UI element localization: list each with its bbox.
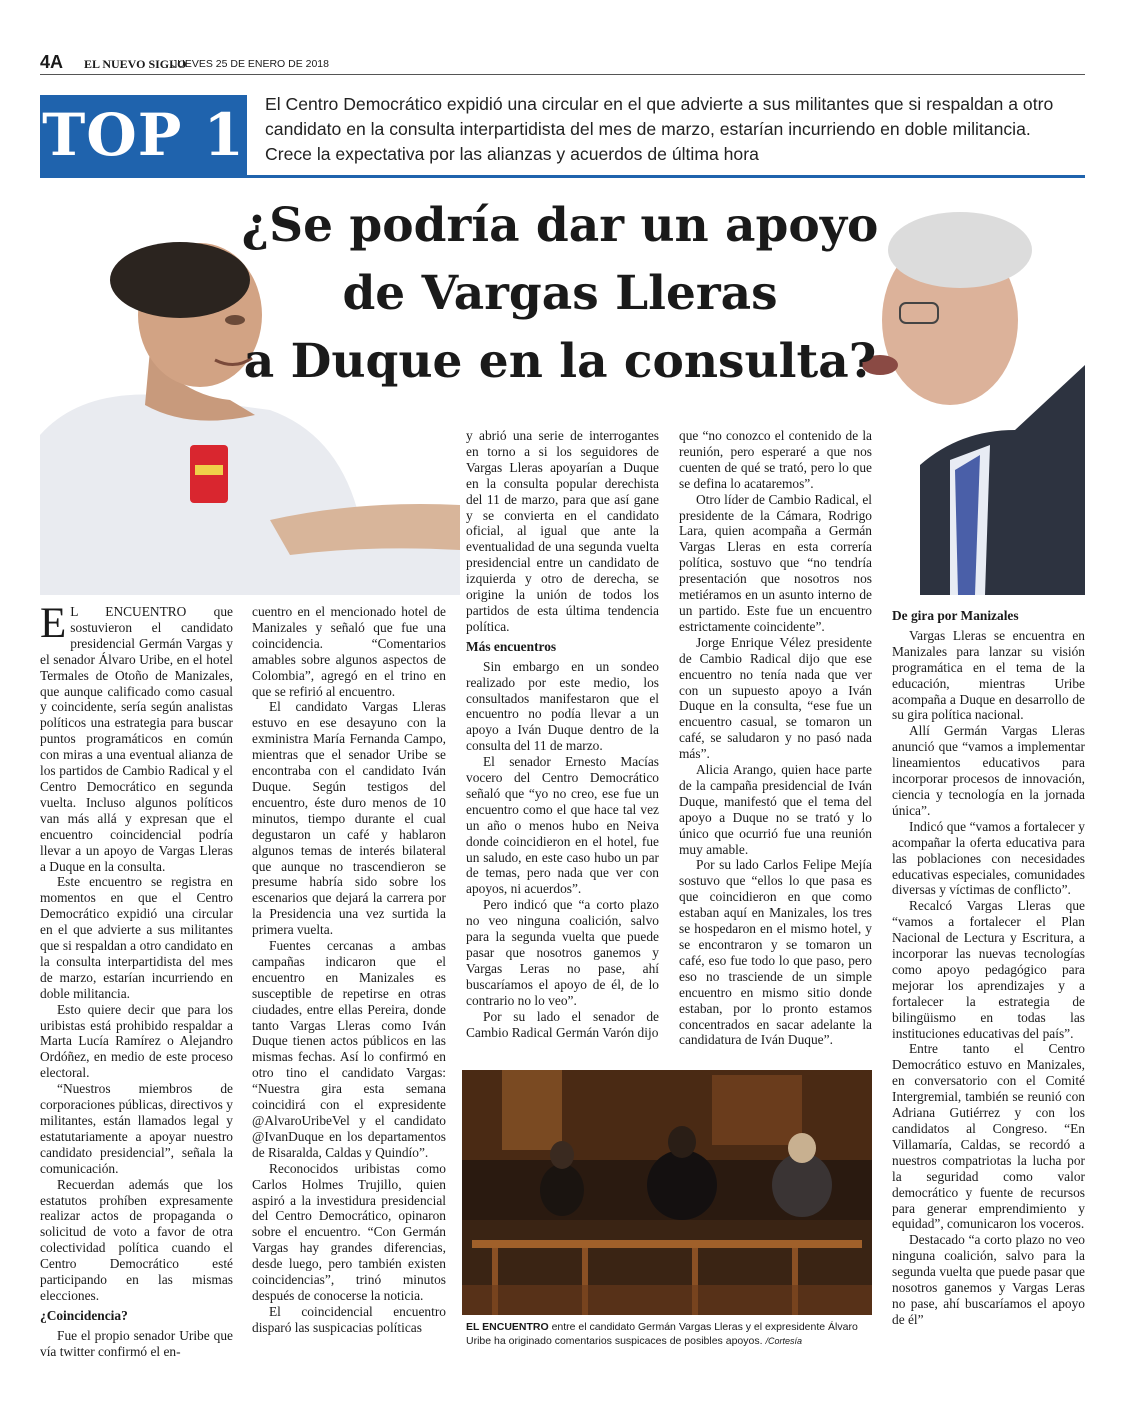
paragraph: Recuerdan además que los estatutos prohíben expresamente realizar actos de propaganda o solicitud de voto a favor de otra colectividad política cuando el Centro Democrático esté participando en las mismas elecciones. (40, 1176, 233, 1303)
subhead-de-gira: De gira por Manizales (892, 608, 1019, 623)
header-rule (40, 74, 1085, 75)
paragraph: que “no conozco el contenido de la reunión, pero esperaré a que nos cuenten de qué se trató, pero lo que se defina lo acataremos”. (679, 428, 872, 491)
paragraph: Recalcó Vargas Lleras que “vamos a fortalecer el Plan Nacional de Lectura y Escritura, a incorporar las nuevas tecnologías como apoyo pedagógico para mejorar los aprendizajes y a fortalecer la estrategia de bilingüismo en todas las instituciones educativas del país”. (892, 898, 1085, 1041)
paragraph: Por su lado el senador de Cambio Radical Germán Varón dijo (466, 1008, 659, 1040)
paragraph: Esto quiere decir que para los uribistas está prohibido respaldar a Marta Lucía Ramírez o Alejandro Ordóñez, en medio de este proceso electoral. (40, 1001, 233, 1081)
photo-credit: /Cortesía (765, 1336, 802, 1346)
paragraph: Otro líder de Cambio Radical, el presidente de la Cámara, Rodrigo Lara, quien acompaña a Germán Vargas Lleras en esta correría política, sostuvo que “no tendría presentación que nosotros nos metiéramos en un asunto interno de un partido. Este fue un encuentro estrictamente coincidente”. (679, 491, 872, 634)
caption-lead: EL ENCUENTRO (466, 1321, 549, 1333)
paragraph: que sostuvieron el candidato presidencial Germán Vargas y el senador Álvaro Uribe, en el hotel Termales de Otoño de Manizales, que aunque calificado como casual y coincidente, sería según analistas políticos una estrategia para buscar puntos programáticos en común con miras a una eventual alianza de los partidos de Cambio Radical y el Centro Democrático en segunda vuelta. Incluso algunos políticos van más allá y expresan que el encuentro coincidencial podría llevar a un apoyo de Vargas Lleras a Duque en la consulta. (40, 604, 233, 874)
paragraph: El candidato Vargas Lleras estuvo en ese desayuno con la exministra María Fernanda Campo, mientras que el senador Uribe se encontraba con el candidato Iván Duque. Según testigos del encuentro, éste duro menos de 10 minutos, tiempo durante el cual degustaron un café y hablaron algunos temas de interés bilateral que aunque no trascendieron se presume habría sido sobre los escenarios que dejará la carrera por la Presidencia una vez surtida la primera vuelta. (252, 699, 446, 938)
paragraph: Fue el propio senador Uribe que vía twitter confirmó el en- (40, 1327, 233, 1359)
paragraph: “Nuestros miembros de corporaciones públicas, directivos y militantes, están llamados legal y estatutariamente a apoyar nuestro candidato presidencial”, señala la comunicación. (40, 1081, 233, 1176)
article-column-4 (679, 428, 872, 1048)
paragraph: Sin embargo en un sondeo realizado por este medio, los consultados manifestaron que el encuentro no podía llevar a un apoyo a Iván Duque dentro de la consulta del 11 de marzo. (466, 658, 659, 754)
paragraph: Alicia Arango, quien hace parte de la campaña presidencial de Iván Duque, manifestó que el tema del apoyo a Duque no se trató y lo único que ocurrió fue una reunión muy amable. (679, 762, 872, 857)
headline-line-1: ¿Se podría dar un apoyo (241, 198, 879, 253)
paragraph: Pero indicó que “a corto plazo no veo ninguna coalición, salvo para la segunda vuelta que puede pasar que nosotros ganemos y Vargas Leras no pase, ahí buscaríamos el apoyo de él, de lo contrario no lo veo”. (466, 897, 659, 1008)
paragraph: Este encuentro se registra en momentos en que el Centro Democrático expidió una circular en el que advierte a sus militantes que si respaldan a otro candidato en la consulta interpartidista del mes de marzo, estarían incurriendo en doble militancia. (40, 874, 233, 1001)
subhead-mas-encuentros: Más encuentros (466, 638, 557, 654)
caption-text: entre el candidato Germán Vargas Lleras y el expresidente Álvaro Uribe ha originado comentarios suspicaces de posibles apoyos. (466, 1321, 858, 1347)
paragraph: Por su lado Carlos Felipe Mejía sostuvo que “ellos lo que pasa es que coincidieron en que como estaban aquí en Manizales, los tres se hospedaron en el mismo hotel, y se encontraron y se tomaron un café, eso fue todo lo que paso, pero eso no trasciende de un simple encuentro en mismo sitio donde estaban, por lo pronto estamos concentrados en sacar adelante la candidatura de Iván Duque”. (679, 857, 872, 1048)
paragraph: Entre tanto el Centro Democrático estuvo en Manizales, en conversatorio con el Comité Intergremial, también se reunió con Adriana Gutiérrez y con los candidatos al Congreso. “En Villamaría, Caldas, se recordó a nuestros compatriotas la lucha por la seguridad como valor democrático y fuente de recursos para generar emprendimiento y equidad”, comunicaron los voceros. (892, 1041, 1085, 1232)
article-column-1 (40, 600, 233, 1360)
article-column-5 (892, 604, 1085, 1328)
headline-line-2: de Vargas Lleras (342, 266, 778, 321)
issue-date: JUEVES 25 DE ENERO DE 2018 (172, 58, 329, 70)
paragraph: y abrió una serie de interrogantes en torno a si los seguidores de Vargas Lleras apoyarían a Duque en la consulta popular derechista del 11 de marzo, para que así gane y se convierta en el candidato oficial, al igual que ante la eventualidad de una segunda vuelta presidencial entre un candidato de izquierda y otro de derecha, se origine la unión de todos los partidos de esta última tendencia política. (466, 428, 659, 634)
paragraph: Reconocidos uribistas como Carlos Holmes Trujillo, quien aspiró a la investidura presidencial del Centro Democrático, opinaron sobre el encuentro. “Con Germán Vargas hay grandes diferencias, desde luego, pero también existen coincidencias”, trinó minutos después de conocerse la noticia. (252, 1160, 446, 1303)
photo-caption (466, 1320, 872, 1348)
drop-cap: E (40, 600, 67, 647)
headline-line-3: a Duque en la consulta? (243, 334, 877, 389)
paragraph: Vargas Lleras se encuentra en Manizales para lanzar su visión programática en el tema de la educación, mientras Uribe acompaña a Duque en desarrollo de su gira política nacional. (892, 627, 1085, 723)
deck-text: El Centro Democrático expidió una circular en el que advierte a sus militantes que si respaldan a otro candidato en la consulta interpartidista del mes de marzo, estarían incurriendo en doble militancia. Crece la expectativa por las alianzas y acuerdos de última hora (265, 94, 1054, 164)
headline (240, 192, 880, 396)
paragraph: Destacado “a corto plazo no veo ninguna coalición, salvo para la segunda vuelta que puede pasar que nosotros ganemos y Vargas Leras no pase, ahí buscaríamos el apoyo de él” (892, 1232, 1085, 1327)
top-label-box: TOP 1 (40, 95, 247, 175)
page-number: 4A (40, 52, 64, 72)
paragraph: Fuentes cercanas a ambas campañas indicaron que el encuentro en Manizales es susceptible de repetirse en otras ciudades, entre ellas Pereira, donde tanto Vargas Lleras como Iván Duque tienen actos públicos en las mismas fechas. Así lo confirmó en otro tino el candidato Vargas: “Nuestra gira esta semana coincidirá con el expresidente @AlvaroUribeVel y el candidato @IvanDuque en los departamentos de Risaralda, Caldas y Quindío”. (252, 938, 446, 1160)
paragraph: Jorge Enrique Vélez presidente de Cambio Radical dijo que ese encuentro no tenía nada que ver con un supuesto apoyo a Iván Duque en la consulta, “ese fue un encuentro casual, se tomaron un café, se saludaron y no pasó nada más”. (679, 634, 872, 762)
paragraph: Allí Germán Vargas Lleras anunció que “vamos a implementar lineamientos educativos para incorporar procesos de innovación, ciencia y tecnología en la jornada única”. (892, 723, 1085, 818)
banner-rule (40, 175, 1085, 178)
article-column-2 (252, 604, 446, 1336)
article-column-3 (466, 428, 659, 1040)
newspaper-name: EL NUEVO SIGLO (84, 57, 187, 71)
paragraph: cuentro en el mencionado hotel de Manizales y señaló que fue una coincidencia. “Comentarios amables sobre algunos aspectos de Colombia”, agregó en el trino en que se refirió al encuentro. (252, 604, 446, 699)
lead-in: L ENCUENTRO (70, 604, 187, 619)
paragraph: El senador Ernesto Macías vocero del Centro Democrático señaló que “yo no creo, ese fue un encuentro como el que hace tal vez un año o menos hubo en Neiva donde coincidieron en el hotel, fue un saludo, en este caso hubo un par de temas, pero nada que ver con apoyos, ni acuerdos”. (466, 754, 659, 897)
subhead-coincidencia: ¿Coincidencia? (40, 1307, 128, 1323)
paragraph: El coincidencial encuentro disparó las suspicacias políticas (252, 1303, 446, 1335)
paragraph: Indicó que “vamos a fortalecer y acompañar la oferta educativa para las poblaciones con necesidades educativas especiales, comunidades diversas y víctimas de conflicto”. (892, 818, 1085, 898)
photo-encounter (462, 1070, 872, 1315)
